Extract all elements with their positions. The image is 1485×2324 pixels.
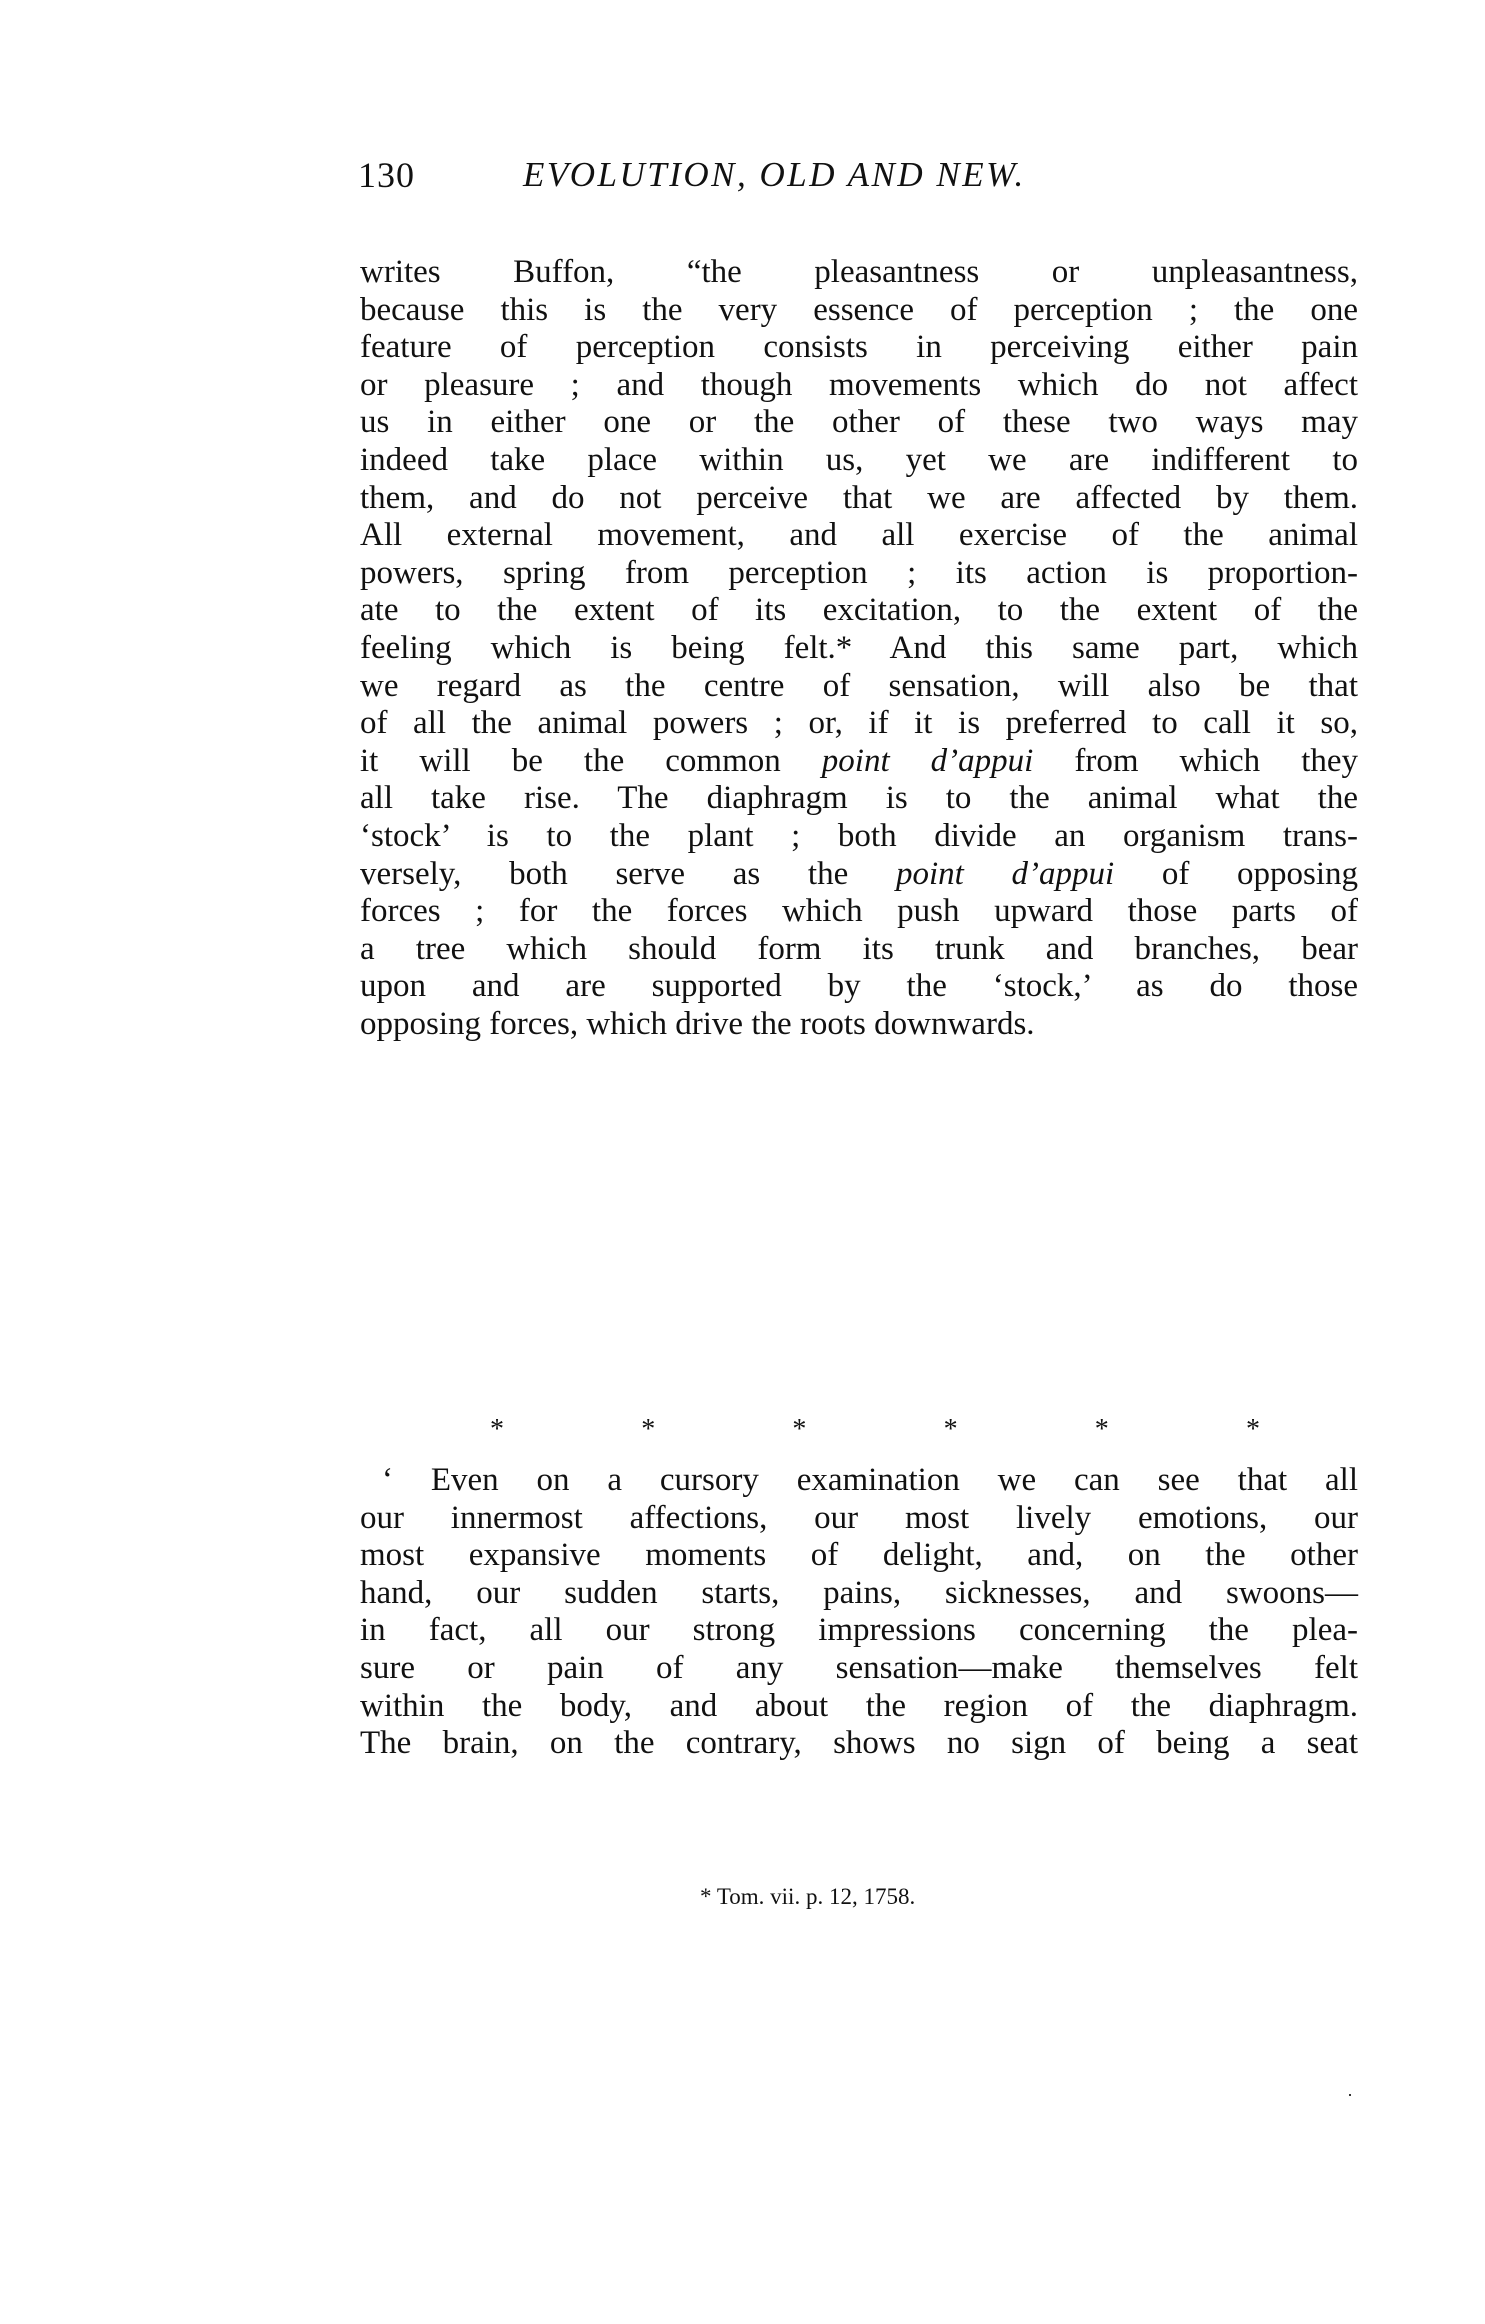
text-line: powers, spring from perception ; its action is proportion- — [360, 554, 1358, 591]
scan-speck — [1349, 2094, 1351, 2096]
text-line: writes Buffon, “the pleasantness or unpleasantness, — [360, 254, 1358, 290]
asterisk-glyph: * — [792, 1414, 807, 1445]
text-run: versely, both serve as the — [360, 855, 896, 892]
asterisk-glyph: * — [490, 1414, 504, 1445]
italic-phrase: point d’appui — [895, 855, 1115, 892]
text-line: because this is the very essence of perception ; the one — [360, 291, 1358, 328]
page-number: 130 — [358, 155, 415, 195]
text-line: our innermost affections, our most lively emotions, our — [360, 1499, 1358, 1536]
text-line: indeed take place within us, yet we are indifferent to — [360, 441, 1358, 478]
text-line: upon and are supported by the ‘stock,’ as do those — [360, 968, 1358, 1005]
asterisk-glyph: * — [1245, 1414, 1260, 1445]
text-line: ‘ Even on a cursory examination we can see that all — [382, 1462, 1358, 1498]
text-line: feature of perception consists in perceiving either pain — [360, 329, 1358, 366]
text-line-footnote-ref: feeling which is being felt.* And this same part, which — [360, 629, 1358, 666]
text-line: most expansive moments of delight, and, on the other — [360, 1537, 1358, 1574]
text-line: or pleasure ; and though movements which do not affect — [360, 366, 1358, 403]
text-line: of all the animal powers ; or, if it is preferred to call it so, — [360, 705, 1358, 742]
text-line: within the body, and about the region of the diaphragm. — [360, 1687, 1358, 1724]
text-line — [360, 743, 1358, 781]
text-line: all take rise. The diaphragm is to the animal what the — [360, 780, 1358, 817]
running-title: EVOLUTION, OLD AND NEW. — [523, 155, 1026, 194]
paragraph-2 — [360, 1462, 1358, 1763]
paragraph-1 — [360, 254, 1358, 1043]
asterisk-glyph: * — [1094, 1414, 1109, 1445]
text-line: opposing forces, which drive the roots downwards. — [360, 1005, 1035, 1042]
text-run: from which they — [1033, 742, 1359, 779]
text-line: in fact, all our strong impressions concerning the plea- — [360, 1612, 1358, 1649]
text-line — [360, 856, 1358, 894]
text-line: a tree which should form its trunk and branches, bear — [360, 930, 1358, 967]
running-head — [358, 150, 1358, 200]
text-line: hand, our sudden starts, pains, sicknesses, and swoons— — [360, 1574, 1358, 1611]
text-line: ate to the extent of its excitation, to the extent of the — [360, 592, 1358, 629]
text-run: it will be the common — [360, 742, 822, 779]
footnote: * Tom. vii. p. 12, 1758. — [700, 1884, 916, 1909]
text-line: sure or pain of any sensation—make themselves felt — [360, 1649, 1358, 1686]
asterisk-glyph: * — [641, 1414, 656, 1445]
text-line: All external movement, and all exercise of the animal — [360, 517, 1358, 554]
text-line: ‘stock’ is to the plant ; both divide an organism trans- — [360, 817, 1358, 854]
text-line: forces ; for the forces which push upward those parts of — [360, 893, 1358, 930]
text-line: them, and do not perceive that we are affected by them. — [360, 479, 1358, 516]
text-run: of opposing — [1114, 855, 1358, 892]
text-line: The brain, on the contrary, shows no sign of being a seat — [360, 1725, 1358, 1762]
italic-phrase: point d’appui — [821, 742, 1034, 779]
asterism-divider — [490, 1415, 1260, 1445]
asterisk-glyph: * — [943, 1414, 958, 1445]
text-line: we regard as the centre of sensation, will also be that — [360, 667, 1358, 704]
text-line: us in either one or the other of these two ways may — [360, 404, 1358, 441]
